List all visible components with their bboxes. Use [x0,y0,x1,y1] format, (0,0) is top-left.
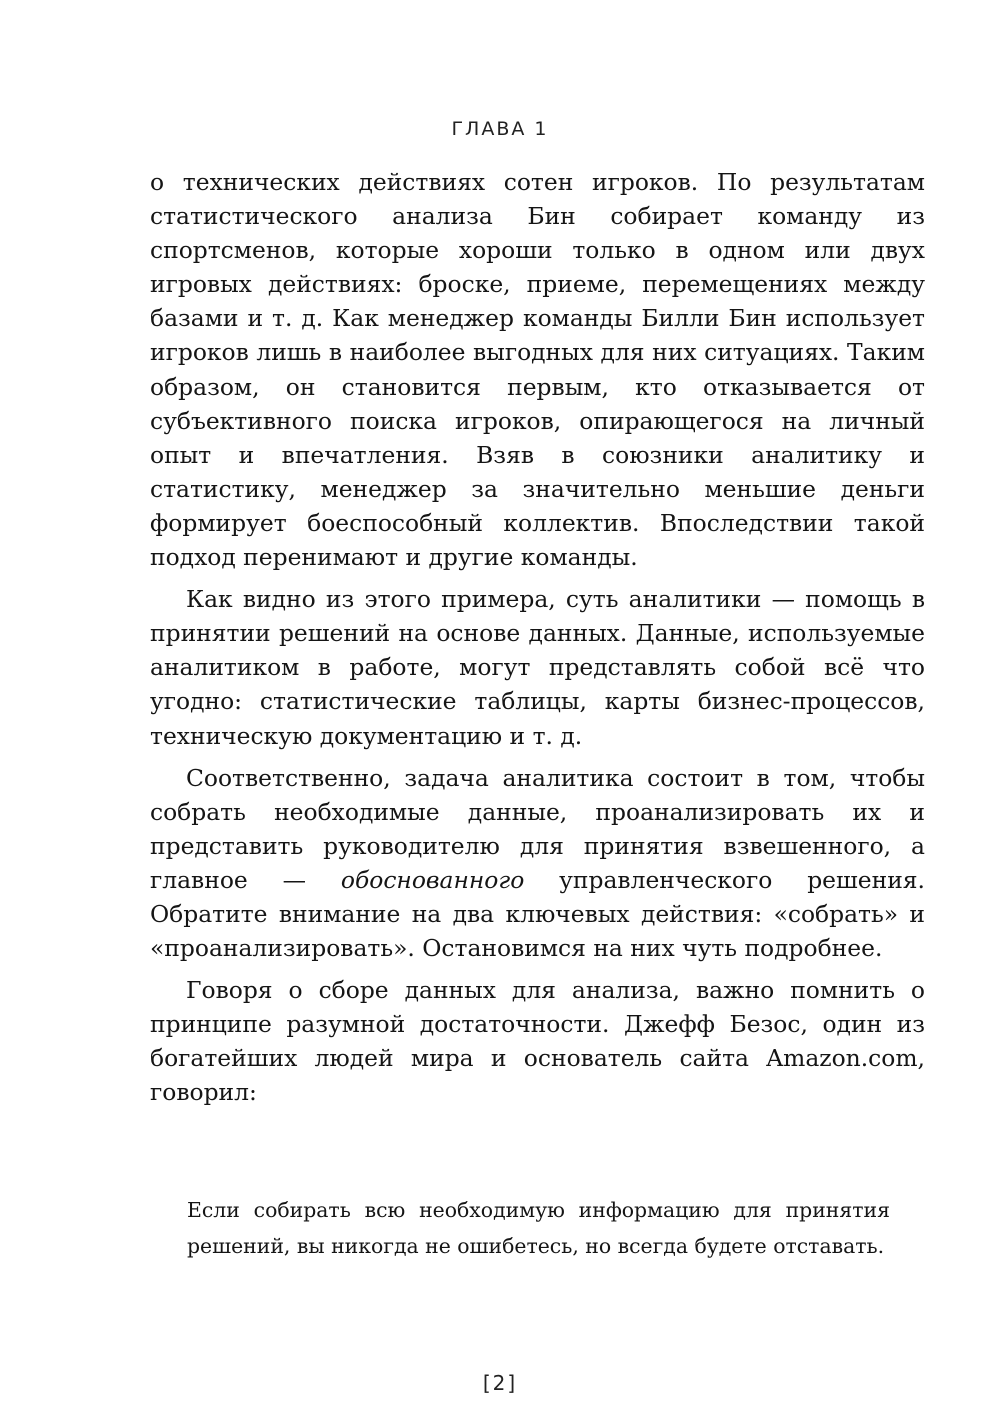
paragraph-4: Говоря о сборе данных для анализа, важно помнить о принципе разумной достаточности. Джефф Безос, один из богатейших людей мира и основатель сайта Amazon.com, говорил: [150,976,925,1107]
emphasized-word: обоснованного [340,865,525,894]
paragraph-3-text-end: управленческого решения. Обратите внимание на два ключевых действия: «собрать» и «проанализировать». Остановимся на них чуть подробнее. [150,865,925,963]
paragraph-2: Как видно из этого примера, суть аналитики — помощь в принятии решений на основе данных. Данные, используемые аналитиком в работе, могут представлять собой всё что угодно: статистические таблицы, карты бизнес-процессов, техническую документацию и т. д. [150,585,925,750]
page-number: [2] [482,1371,518,1395]
body-text [150,165,925,1110]
paragraph-3-text-start: Соответственно, задача аналитика состоит в том, чтобы собрать необходимые данные, проанализировать их и представить руководителю для принятия взвешенного, а главное — [150,763,925,894]
paragraph-1: о технических действиях сотен игроков. По результатам статистического анализа Бин собирает команду из спортсменов, которые хороши только в одном или двух игровых действиях: броске, приеме, перемещениях между базами и т. д. Как менеджер команды Билли Бин использует игроков лишь в наиболее выгодных для них ситуациях. Таким образом, он становится первым, кто отказывается от субъективного поиска игроков, опирающегося на личный опыт и впечатления. Взяв в союзники аналитику и статистику, менеджер за значительно меньшие деньги формирует боеспособный коллектив. Впоследствии такой подход перенимают и другие команды. [150,168,925,572]
block-quote: Если собирать всю необходимую информацию для принятия решений, вы никогда не ошибетесь, но всегда будете отставать. [187,1198,890,1258]
paragraph-3 [150,761,925,966]
running-head: ГЛАВА 1 [451,118,549,140]
